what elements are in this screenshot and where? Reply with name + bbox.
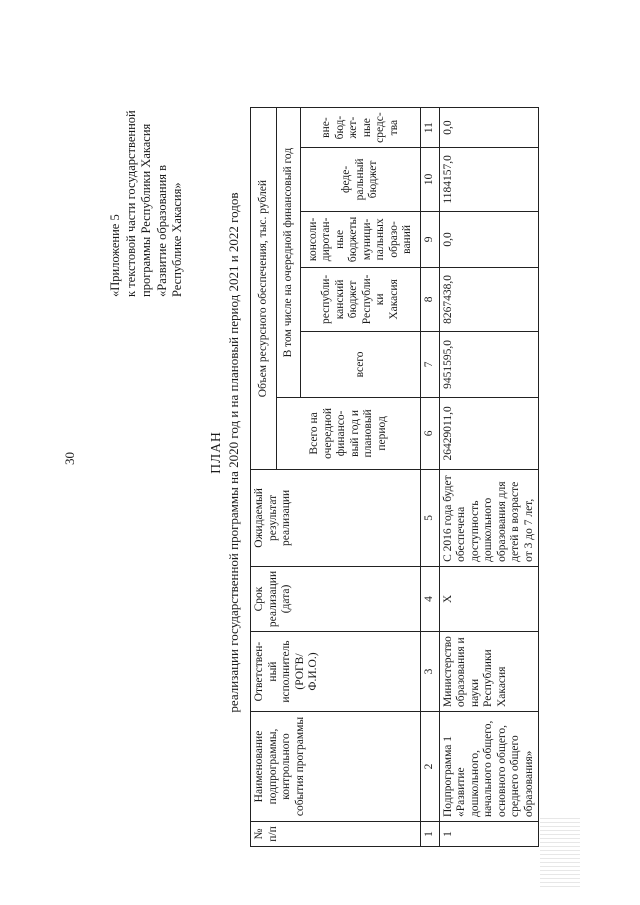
column-number: 3 xyxy=(421,632,440,712)
document-subheading: реализации государственной программы на 2020 год и на плановый период 2021 и 2022 годов xyxy=(226,192,241,713)
row-consolidated: 0,0 xyxy=(439,211,539,267)
header-executor: Ответствен-ный исполнитель (РОГВ/Ф.И.О.) xyxy=(251,632,421,712)
header-total: всего xyxy=(301,331,421,397)
row-total: 9451595,0 xyxy=(439,331,539,397)
row-name: Подпрограмма 1 «Развитие дошкольного, начального общего, основного общего, среднего общего образования» xyxy=(439,712,539,822)
row-result: С 2016 года будет обеспечена доступность дошкольного образования для детей в возрасте от 3 до 7 лет, xyxy=(439,469,539,566)
row-num: 1 xyxy=(439,822,539,847)
header-result: Ожидаемый результат реализации xyxy=(251,469,421,566)
document-heading: ПЛАН xyxy=(208,431,223,474)
column-number: 6 xyxy=(421,397,440,469)
appendix-line: программы Республики Хакасия xyxy=(139,123,153,297)
page-number: 30 xyxy=(62,452,77,465)
header-republic: республи-канский бюджет Республи-ки Хакасия xyxy=(301,267,421,331)
row-executor: Министерство образования и науки Республики Хакасия xyxy=(439,632,539,712)
header-total-all: Всего на очередной финансо-вый год и плановый период xyxy=(277,397,421,469)
row-federal: 1184157,0 xyxy=(439,147,539,211)
header-name: Наименование подпрограммы, контрольного события программы xyxy=(251,712,421,822)
column-number: 9 xyxy=(421,211,440,267)
header-funding: Объем ресурсного обеспечения, тыс. рублей xyxy=(251,108,277,470)
appendix-line: «Приложение 5 xyxy=(108,214,122,297)
table-row xyxy=(439,108,539,847)
header-deadline: Срок реализации (дата) xyxy=(251,566,421,631)
column-number: 2 xyxy=(421,712,440,822)
appendix-note xyxy=(108,110,186,297)
column-number: 4 xyxy=(421,566,440,631)
appendix-line: Республике Хакасия» xyxy=(170,182,184,297)
header-federal: феде-ральный бюджет xyxy=(301,147,421,211)
row-total-all: 26429011,0 xyxy=(439,397,539,469)
column-number: 1 xyxy=(421,822,440,847)
plan-table xyxy=(250,107,539,847)
appendix-line: к текстовой части государственной xyxy=(123,110,138,297)
column-number: 7 xyxy=(421,331,440,397)
column-number: 5 xyxy=(421,469,440,566)
column-number: 8 xyxy=(421,267,440,331)
row-extra: 0,0 xyxy=(439,108,539,148)
header-consolidated: консоли-диротан-ные бюджеты муници-пальных образо-ваний xyxy=(301,211,421,267)
header-extra: вне-бюд-жет-ные средс-тва xyxy=(301,108,421,148)
header-next-year: В том числе на очередной финансовый год xyxy=(277,108,301,398)
column-number: 10 xyxy=(421,147,440,211)
column-number: 11 xyxy=(421,108,440,148)
header-num: № п/п xyxy=(251,822,421,847)
scan-artifact xyxy=(540,817,580,887)
appendix-line: «Развитие образования в xyxy=(154,164,169,297)
row-deadline: Х xyxy=(439,566,539,631)
row-republic: 8267438,0 xyxy=(439,267,539,331)
